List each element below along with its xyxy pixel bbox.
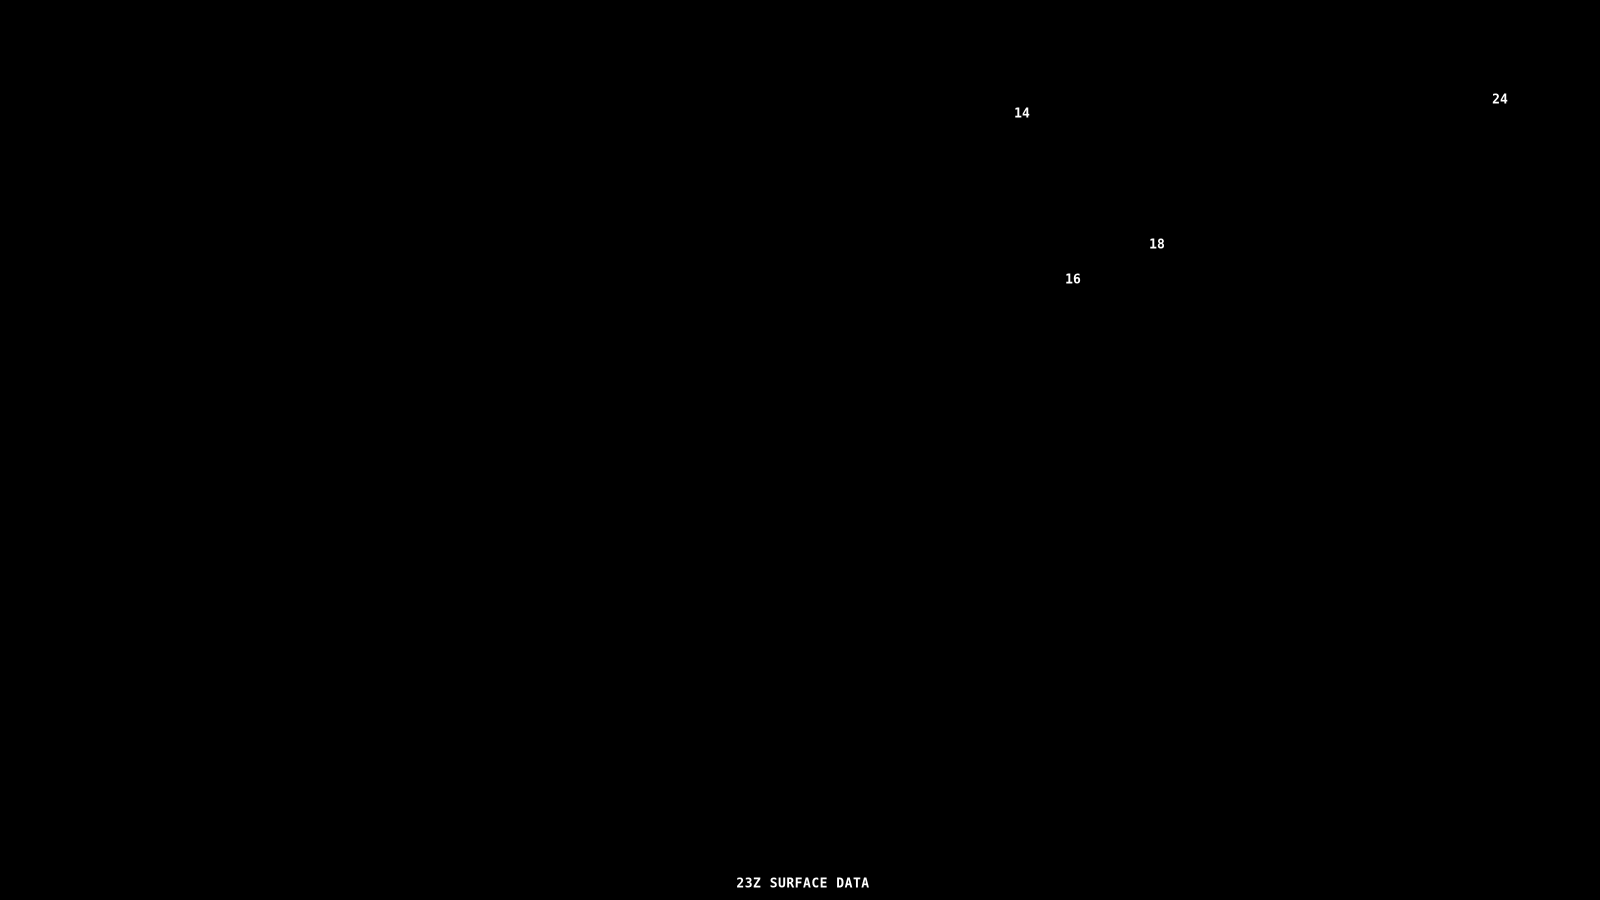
contour-label: 14: [1014, 106, 1030, 122]
caption: 23Z SURFACE DATA: [736, 876, 870, 892]
contour-label: 16: [1065, 272, 1081, 288]
contour-label: 24: [1492, 92, 1508, 108]
contour-label: 18: [1149, 237, 1165, 253]
